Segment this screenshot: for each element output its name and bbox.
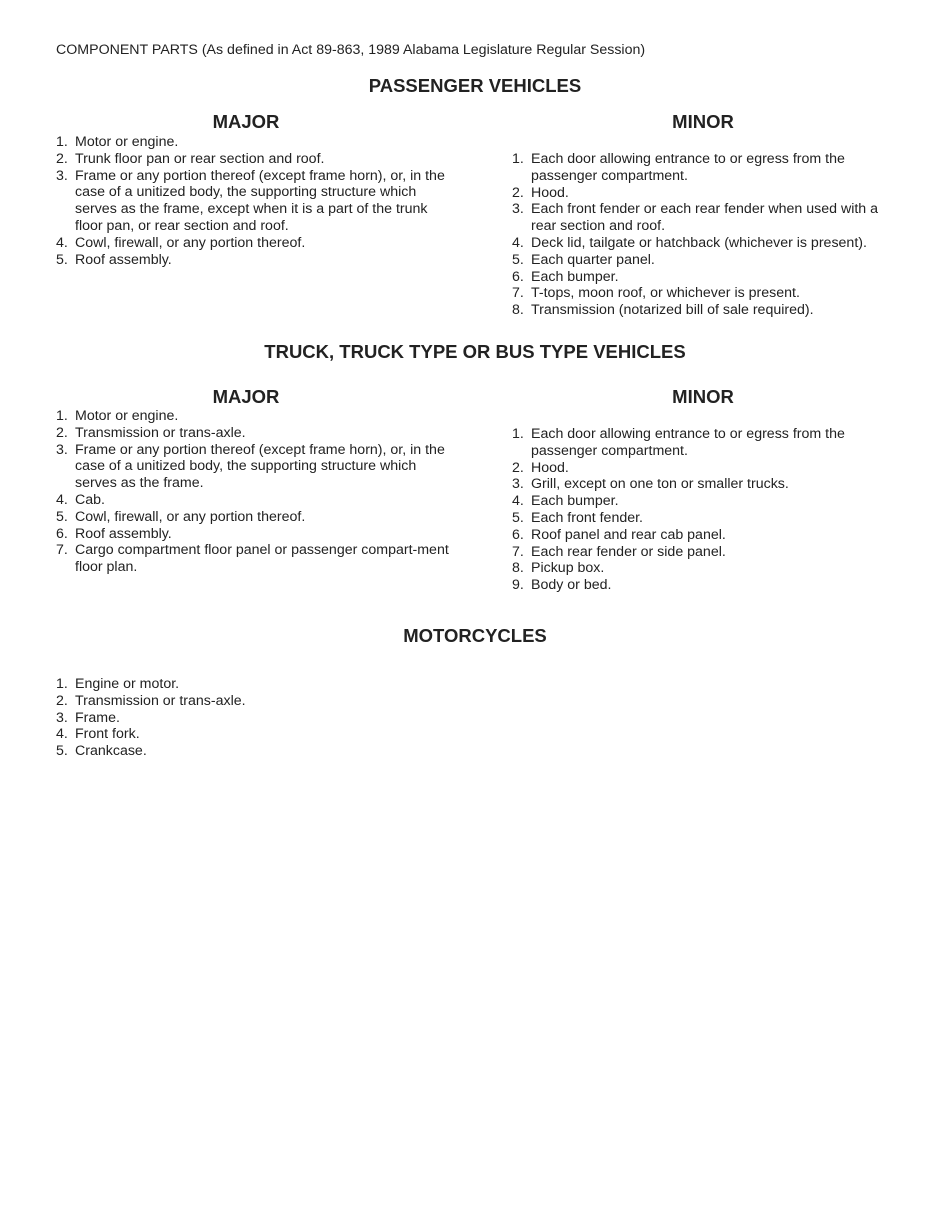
- list-item-number: 6.: [512, 526, 524, 543]
- list-item-text: Cab.: [75, 491, 105, 508]
- list-item-text: Each quarter panel.: [531, 251, 655, 268]
- list-item: [56, 134, 456, 151]
- list-item-text: Each rear fender or side panel.: [531, 543, 726, 560]
- list-item: [512, 510, 892, 527]
- list-item: [512, 252, 892, 269]
- list-item: [56, 509, 456, 526]
- list-item: [56, 151, 456, 168]
- list-item-text: Each door allowing entrance to or egress from the passenger compartment.: [531, 426, 845, 459]
- list-item-text: Body or bed.: [531, 577, 612, 594]
- list-item-number: 2.: [56, 150, 68, 167]
- list-item: [56, 726, 456, 743]
- list-item-number: 3.: [512, 476, 524, 493]
- list-item: [56, 442, 456, 492]
- section-title-motorcycles: MOTORCYCLES: [403, 625, 547, 646]
- list-item-number: 1.: [56, 676, 68, 692]
- list-item-text: Frame or any portion thereof (except frame horn), or, in the case of a unitized body, the supporting structure which serves as the frame.: [75, 441, 445, 492]
- list-item-number: 8.: [512, 560, 524, 577]
- list-item-number: 3.: [56, 167, 68, 184]
- list-item-number: 5.: [56, 743, 68, 760]
- passenger-minor-title: MINOR: [672, 111, 734, 132]
- passenger-minor-list: [512, 151, 892, 319]
- list-item: [56, 252, 456, 269]
- list-item-number: 4.: [512, 234, 524, 251]
- list-item-number: 5.: [512, 251, 524, 268]
- list-item-text: Crankcase.: [75, 743, 147, 760]
- list-item-text: Cargo compartment floor panel or passenger compart-ment floor plan.: [75, 542, 449, 576]
- list-item: [56, 168, 456, 235]
- list-item: [56, 542, 456, 576]
- list-item: [512, 493, 892, 510]
- list-item-text: T-tops, moon roof, or whichever is present.: [531, 285, 800, 302]
- list-item-number: 7.: [512, 543, 524, 560]
- list-item: [56, 676, 456, 693]
- list-item-text: Each front fender or each rear fender when used with a rear section and roof.: [531, 201, 879, 235]
- list-item: [512, 269, 892, 286]
- list-item-text: Motor or engine.: [75, 134, 179, 150]
- list-item-number: 3.: [56, 441, 68, 458]
- list-item-number: 2.: [56, 424, 68, 441]
- list-item: [512, 201, 892, 235]
- list-item-number: 1.: [512, 426, 524, 442]
- list-item: [56, 743, 456, 760]
- list-item-text: Each bumper.: [531, 493, 619, 510]
- list-item-text: Each bumper.: [531, 268, 619, 285]
- list-item: [56, 492, 456, 509]
- list-item-text: Pickup box.: [531, 560, 605, 577]
- list-item: [56, 693, 456, 710]
- section-title-passenger-vehicles: PASSENGER VEHICLES: [368, 75, 582, 96]
- list-item: [512, 460, 892, 477]
- list-item-number: 3.: [512, 201, 524, 218]
- list-item-text: Grill, except on one ton or smaller trucks.: [531, 476, 789, 493]
- list-item-number: 7.: [56, 542, 68, 559]
- list-item-text: Each door allowing entrance to or egress from the passenger compartment.: [531, 151, 845, 184]
- list-item-text: Transmission or trans-axle.: [75, 424, 246, 441]
- list-item-text: Hood.: [531, 184, 569, 201]
- list-item-number: 2.: [56, 692, 68, 709]
- list-item-text: Roof assembly.: [75, 251, 172, 268]
- list-item-number: 5.: [56, 508, 68, 525]
- list-item: [56, 710, 456, 727]
- list-item-number: 8.: [512, 302, 524, 319]
- list-item: [512, 476, 892, 493]
- list-item: [512, 560, 892, 577]
- list-item-number: 5.: [512, 509, 524, 526]
- motorcycles-list: [56, 676, 456, 760]
- list-item-number: 4.: [56, 234, 68, 251]
- list-item-text: Transmission or trans-axle.: [75, 692, 246, 709]
- list-item: [56, 235, 456, 252]
- list-item: [56, 526, 456, 543]
- list-item-number: 4.: [512, 493, 524, 510]
- list-item: [56, 425, 456, 442]
- list-item-number: 5.: [56, 251, 68, 268]
- list-item: [512, 151, 892, 185]
- truck-minor-list: [512, 426, 892, 594]
- list-item-text: Frame or any portion thereof (except frame horn), or, in the case of a unitized body, the supporting structure which serves as the frame, except when it is a part of the trunk floor pan, or rear section and roof.: [75, 167, 445, 234]
- list-item-text: Trunk floor pan or rear section and roof.: [75, 150, 325, 167]
- list-item-number: 1.: [56, 408, 68, 424]
- list-item-number: 1.: [56, 134, 68, 150]
- truck-minor-title: MINOR: [672, 386, 734, 407]
- list-item-number: 4.: [56, 491, 68, 508]
- list-item: [512, 235, 892, 252]
- list-item: [512, 577, 892, 594]
- list-item-text: Frame.: [75, 709, 120, 726]
- truck-major-list: [56, 408, 456, 576]
- section-title-truck-vehicles: TRUCK, TRUCK TYPE OR BUS TYPE VEHICLES: [264, 341, 686, 362]
- list-item-number: 6.: [56, 525, 68, 542]
- document-header: COMPONENT PARTS (As defined in Act 89-863, 1989 Alabama Legislature Regular Session): [56, 42, 646, 58]
- passenger-major-list: [56, 134, 456, 268]
- list-item-text: Front fork.: [75, 726, 140, 743]
- list-item: [512, 544, 892, 561]
- passenger-major-title: MAJOR: [212, 111, 280, 132]
- truck-major-title: MAJOR: [212, 386, 280, 407]
- list-item: [512, 527, 892, 544]
- list-item-number: 2.: [512, 459, 524, 476]
- list-item-number: 2.: [512, 184, 524, 201]
- list-item-number: 3.: [56, 709, 68, 726]
- list-item-number: 9.: [512, 577, 524, 594]
- list-item-text: Cowl, firewall, or any portion thereof.: [75, 234, 306, 251]
- list-item: [512, 185, 892, 202]
- list-item-text: Motor or engine.: [75, 408, 179, 424]
- list-item: [56, 408, 456, 425]
- list-item-number: 6.: [512, 268, 524, 285]
- list-item-text: Cowl, firewall, or any portion thereof.: [75, 508, 306, 525]
- list-item-text: Deck lid, tailgate or hatchback (whichever is present).: [531, 234, 867, 251]
- list-item-text: Transmission (notarized bill of sale required).: [531, 302, 814, 319]
- list-item-text: Hood.: [531, 459, 569, 476]
- list-item-text: Roof panel and rear cab panel.: [531, 526, 726, 543]
- list-item-text: Each front fender.: [531, 509, 643, 526]
- list-item-number: 7.: [512, 285, 524, 302]
- list-item: [512, 285, 892, 302]
- list-item-number: 4.: [56, 726, 68, 743]
- list-item: [512, 302, 892, 319]
- list-item-text: Roof assembly.: [75, 525, 172, 542]
- list-item-text: Engine or motor.: [75, 676, 180, 692]
- list-item-number: 1.: [512, 151, 524, 167]
- list-item: [512, 426, 892, 460]
